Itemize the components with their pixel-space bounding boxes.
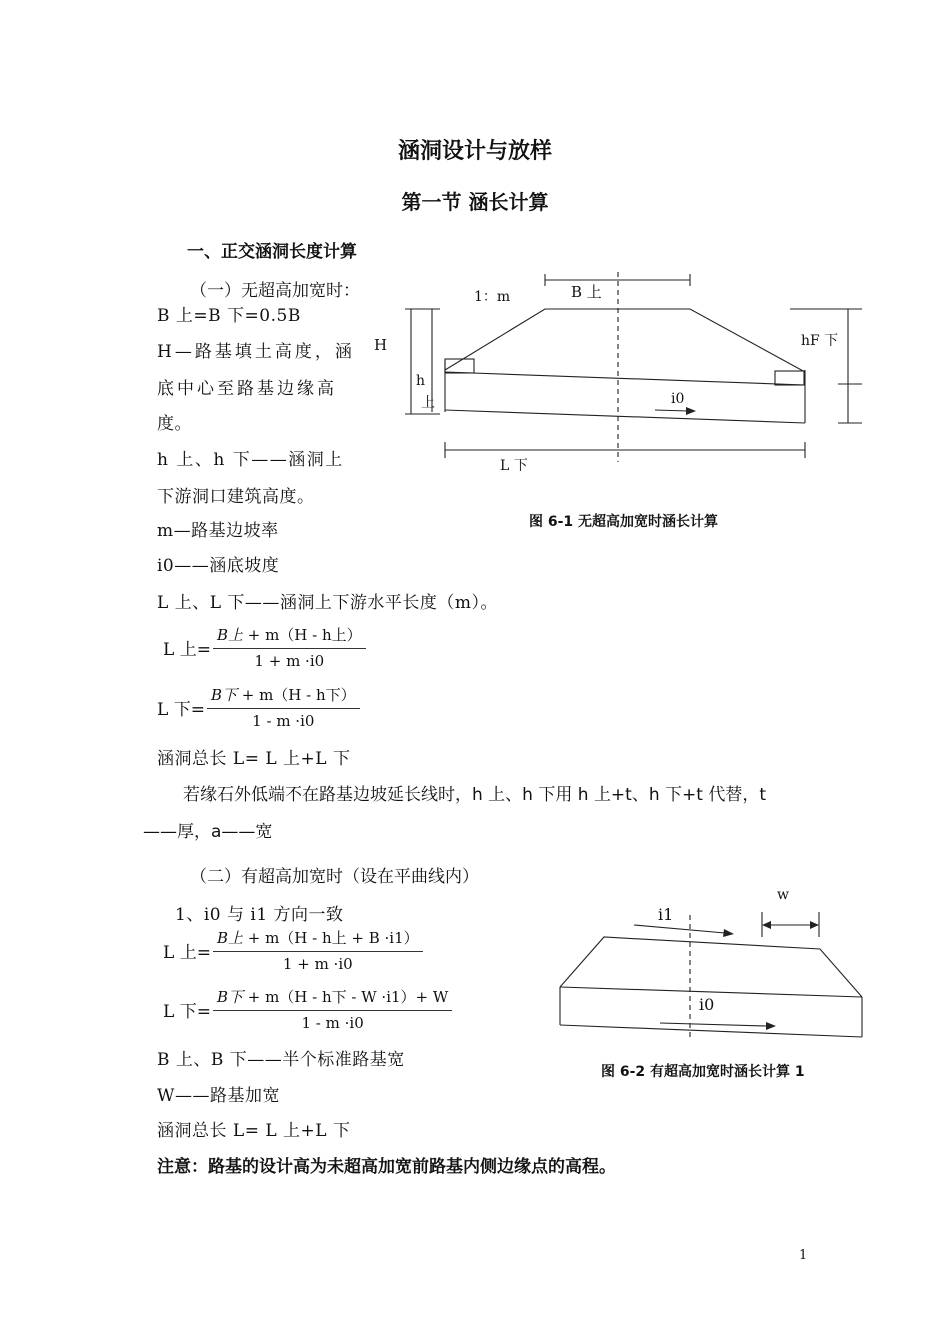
- formula-lhs: L 上=: [163, 942, 211, 963]
- document-title: 涵洞设计与放样: [397, 139, 552, 164]
- total-length-1: 涵洞总长 L= L 上+L 下: [157, 749, 351, 769]
- fig1-i0-label: i0: [671, 391, 685, 407]
- definition-H-line1: H—路基填土高度，涵: [157, 342, 355, 362]
- formula-num-rest: + m（H - h上 + B ·i1）: [242, 929, 419, 947]
- note-curb-line2: ——厚，a——宽: [143, 822, 273, 842]
- subheading-with-superelevation: （二）有超高加宽时（设在平曲线内）: [190, 867, 479, 887]
- fig1-L-down-label: L 下: [500, 458, 528, 474]
- note-curb-line1: 若缘石外低端不在路基边坡延长线时，h 上、h 下用 h 上+t、h 下+t 代替，t: [183, 785, 767, 805]
- formula-denominator: 1 - m ·i0: [301, 1014, 364, 1032]
- total-length-2: 涵洞总长 L= L 上+L 下: [157, 1121, 351, 1141]
- formula-num-rest: + m（H - h上）: [242, 626, 362, 644]
- definition-H-line3: 度。: [157, 414, 192, 434]
- formula-num-rest: + m（H - h下 - W ·i1）+ W: [242, 988, 449, 1006]
- fig2-w-label: w: [777, 887, 789, 903]
- formula-L-down-superelevation: [163, 986, 452, 1032]
- definition-h-line1: h 上、h 下——涵洞上: [157, 450, 344, 470]
- fig1-caption: 图 6-1 无超高加宽时涵长计算: [529, 514, 719, 530]
- formula-L-up-superelevation: [163, 927, 423, 973]
- fig1-B-up-label: B 上: [571, 283, 602, 301]
- case-1-heading: 1、i0 与 i1 方向一致: [175, 905, 344, 925]
- formula-denominator: 1 + m ·i0: [282, 955, 353, 973]
- definition-W: W——路基加宽: [157, 1086, 280, 1106]
- fig1-hF-label: hF 下: [801, 333, 839, 349]
- section-title: 第一节 涵长计算: [401, 190, 549, 214]
- formula-num-var: B上: [216, 626, 243, 644]
- definition-H-line2: 底中心至路基边缘高: [157, 379, 337, 399]
- page-number: 1: [799, 1248, 808, 1263]
- formula-lhs: L 下=: [157, 699, 205, 720]
- formula-denominator: 1 - m ·i0: [252, 712, 315, 730]
- attention-note: 注意：路基的设计高为未超高加宽前路基内侧边缘点的高程。: [157, 1157, 616, 1177]
- formula-num-var: B下: [216, 988, 243, 1006]
- fig1-up-label: 上: [421, 395, 435, 411]
- fig2-i1-label: i1: [658, 905, 674, 924]
- formula-lhs: L 上=: [163, 639, 211, 660]
- fig2-caption: 图 6-2 有超高加宽时涵长计算 1: [601, 1064, 805, 1080]
- heading-orthogonal-culvert: 一、正交涵洞长度计算: [187, 242, 357, 262]
- definition-i0: i0——涵底坡度: [157, 556, 280, 576]
- definition-B: B 上、B 下——半个标准路基宽: [157, 1050, 405, 1070]
- definition-L: L 上、L 下——涵洞上下游水平长度（m）。: [157, 593, 499, 613]
- subheading-no-superelevation: （一）无超高加宽时：: [190, 281, 360, 301]
- fig1-slope-ratio-label: 1：m: [474, 289, 511, 305]
- definition-m: m—路基边坡率: [157, 521, 279, 541]
- formula-denominator: 1 + m ·i0: [254, 652, 325, 670]
- formula-num-var: B上: [216, 929, 243, 947]
- definition-h-line2: 下游洞口建筑高度。: [157, 487, 315, 507]
- b-equality: B 上=B 下=0.5B: [157, 306, 301, 326]
- fig1-h-label: h: [416, 373, 426, 389]
- formula-num-var: B下: [210, 686, 237, 704]
- fig2-i0-label: i0: [699, 995, 715, 1014]
- fig1-H-label: H: [374, 336, 388, 354]
- formula-num-rest: + m（H - h下）: [236, 686, 356, 704]
- formula-lhs: L 下=: [163, 1001, 211, 1022]
